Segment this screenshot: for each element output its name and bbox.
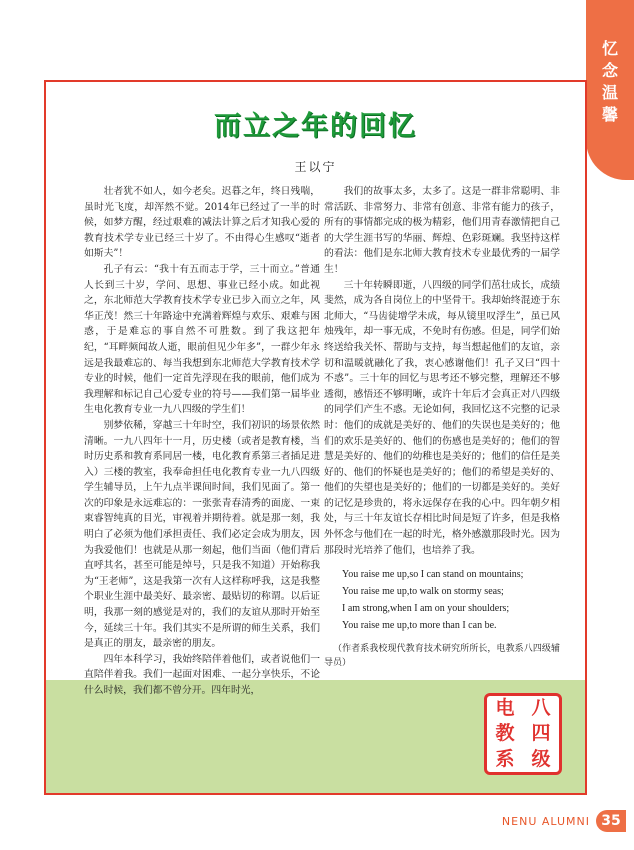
section-tab	[586, 0, 634, 180]
left-column	[84, 184, 320, 699]
seal-char: 教	[495, 722, 515, 745]
page-footer	[502, 810, 626, 832]
author-note: （作者系我校现代教育技术研究所所长，电教系八四级辅导员）	[324, 644, 560, 669]
paragraph: 别梦依稀，穿越三十年时空，我们初识的场景依然清晰。一九八四年十一月，历史楼（或者是教育楼，当时历史系和教育系同居一楼，电化教育系第三者插足进入）三楼的教室，我奉命担任电化教育专业一九八四级学生辅导员，上午九点半课间时间，我们见面了。第一次的印象是永远难忘的：一张张青春清秀的面庞、一束束睿智纯真的目光，审视着并期待着。就是那一刻，我明白了必须为他们承担责任、我们必定会成为朋友，因为我爱他们！也就是从那一刻起，他们当面（他们背后直呼其名，甚至可能是绰号，只是我不知道）开始称我为“王老师”，这是我第一次有人这样称呼我，这是我整个职业生涯中最美好、最亲密、最贴切的称谓。以后证明，我那一刻的感觉是对的，我们的友谊从那时开始至今，延续三十年。我们其实不是所谓的师生关系，我们是真正的朋友，最亲密的朋友。	[84, 419, 320, 650]
paragraph: 壮者犹不如人，如今老矣。迟暮之年，终日残喘，虽时光飞度，却浑然不觉。2014年已经过了一半的时候，如梦方醒，经过艰难的减法计算之后才知我心爱的教育技术学专业已经三十岁了。不由得心生感叹“逝者如斯夫”！	[84, 186, 320, 260]
paragraph: 四年本科学习，我始终陪伴着他们，或者说他们一直陪伴着我。我们一起面对困难、一起分享快乐，不论什么时候，我们都不曾分开。四年时光，	[84, 653, 320, 696]
right-column	[324, 184, 560, 670]
magazine-name: NENU ALUMNI	[501, 814, 590, 828]
section-tab-char: 馨	[601, 105, 618, 124]
seal-char: 电	[495, 697, 515, 719]
paragraph: 孔子有云：“我十有五而志于学，三十而立。”普通人长到三十岁，学问、思想、事业已经小成。如此视之，东北师范大学教育技术学专业已步入而立之年，风华正茂！然三十年路途中充满着辉煌与欢乐、艰难与困惑，于是难忘的事自然不可胜数。到了我这把年纪，“耳畔频闻故人逝，眼前但见少年多”，一群少年永远是我最难忘的、每当我想到东北师范大学教育技术学专业的时候，他们一定首先浮现在我的眼前，他们成为我理解和标记自己心爱专业的符号——我们第一届毕业生电化教育专业一九八四级的学生们！	[84, 263, 320, 416]
poem-line: You raise me up,so I can stand on mountains;	[342, 569, 524, 581]
paragraph: 我们的故事太多，太多了。这是一群非常聪明、非常活跃、非常努力、非常有创意、非常有能力的孩子，所有的事情都完成的极为精彩，他们用青春激情把自己的大学生涯书写的华丽、辉煌、色彩斑斓。我坚持这样的看法：他们是东北师大教育技术专业最优秀的一届学生！	[324, 186, 560, 275]
seal-char: 八	[531, 697, 551, 719]
poem	[324, 566, 560, 634]
seal-char: 系	[495, 747, 515, 770]
article-title: 而立之年的回忆	[214, 111, 417, 142]
section-tab-char: 温	[601, 83, 618, 102]
article-frame	[44, 80, 587, 795]
page-number: 35	[596, 810, 626, 832]
poem-line: I am strong,when I am on your shoulders;	[342, 603, 510, 615]
section-tab-char: 忆	[601, 39, 618, 58]
seal-char: 四	[531, 722, 551, 745]
poem-line: You raise me up,to walk on stormy seas;	[342, 586, 504, 598]
poem-line: You raise me up,to more than I can be.	[342, 620, 497, 632]
seal-char: 级	[531, 747, 551, 770]
seal-stamp	[484, 693, 562, 775]
article-author: 王以宁	[294, 160, 337, 174]
section-tab-char: 念	[601, 61, 618, 80]
paragraph: 三十年转瞬即逝，八四级的同学们茁壮成长，成绩斐然，成为各自岗位上的中坚骨干。我却始终混迹于东北师大，“马齿徒增学未成，每从镜里叹浮生”，虽已风烛残年，却一事无成，不免时有伤感。但是，同学们始终送给我关怀、帮助与支持，每当想起他们的友谊，亲切和温暖就融化了我，衷心感谢他们！孔子又曰“四十不惑”。三十年的回忆与思考还不够完整，理解还不够透彻，感悟还不够明晰，或许十年后才会真正对八四级的同学们产生不惑。无论如何，我回忆这不完整的记录时：他们的成就是美好的、他们的失误也是美好的；他们的欢乐是美好的、他们的伤感也是美好的；他们的智慧是美好的、他们的幼稚也是美好的；他们的信任是美好的、他们的怀疑也是美好的；他们的希望是美好的、他们的失望也是美好的；他们的一切都是美好的。美好的记忆是珍贵的，将永远保存在我的心中。四年朝夕相处，与三十年友谊长存相比时间是短了许多，但是我格外怀念与他们在一起的时光，格外感激那段时光。因为那段时光培养了他们，也培养了我。	[324, 279, 560, 556]
